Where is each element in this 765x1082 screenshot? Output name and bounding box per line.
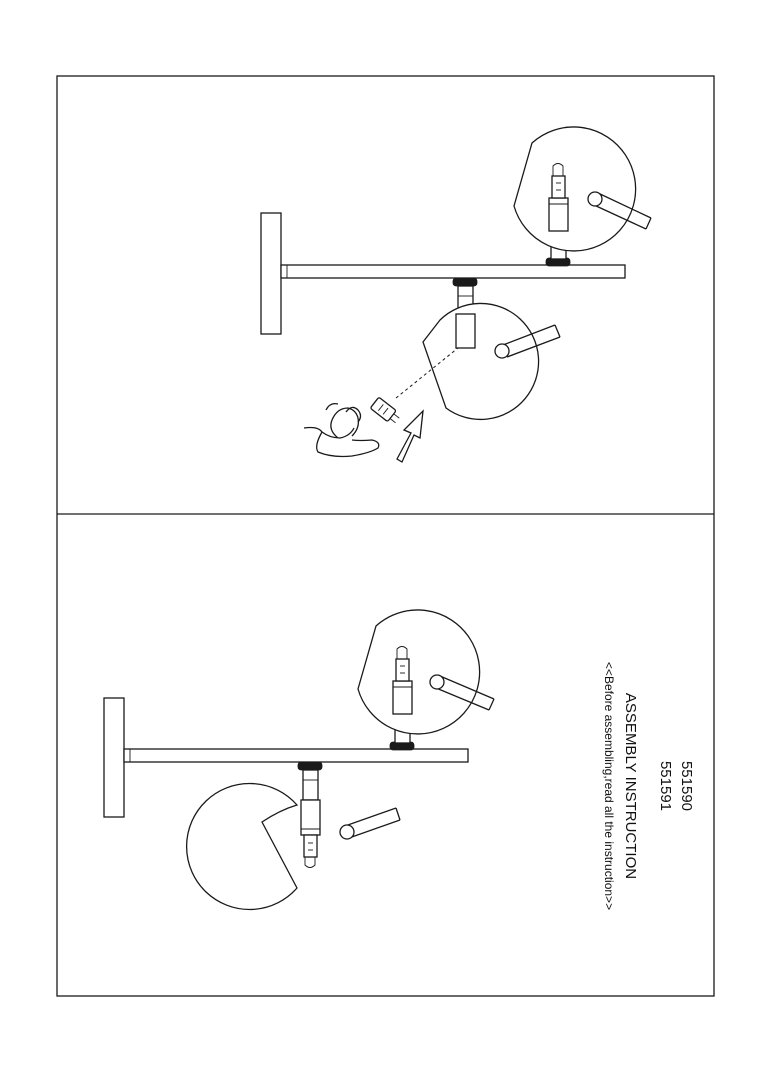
- g9-bulb: [370, 397, 401, 426]
- lower-lamp-head: [423, 278, 560, 419]
- lamp-arm: [281, 265, 625, 278]
- document-title: ASSEMBLY INSTRUCTION: [622, 692, 639, 880]
- upper-lamp-head: [514, 127, 651, 266]
- assembled-lamp-illustration: [104, 610, 494, 910]
- lower-lamp-head: [187, 762, 400, 910]
- insert-arrow-icon: [397, 411, 423, 462]
- model-number: 551591: [657, 760, 674, 812]
- model-number: 551590: [678, 760, 695, 812]
- wall-plate: [261, 213, 281, 334]
- title-block: [602, 662, 695, 910]
- wall-plate: [104, 698, 124, 817]
- instruction-note: <<Before assembling,read all the instruction>>: [602, 661, 616, 911]
- bulb-installation-illustration: [261, 127, 651, 462]
- hand-icon: [304, 404, 379, 457]
- upper-lamp-head: [358, 610, 494, 750]
- lamp-arm: [124, 749, 468, 762]
